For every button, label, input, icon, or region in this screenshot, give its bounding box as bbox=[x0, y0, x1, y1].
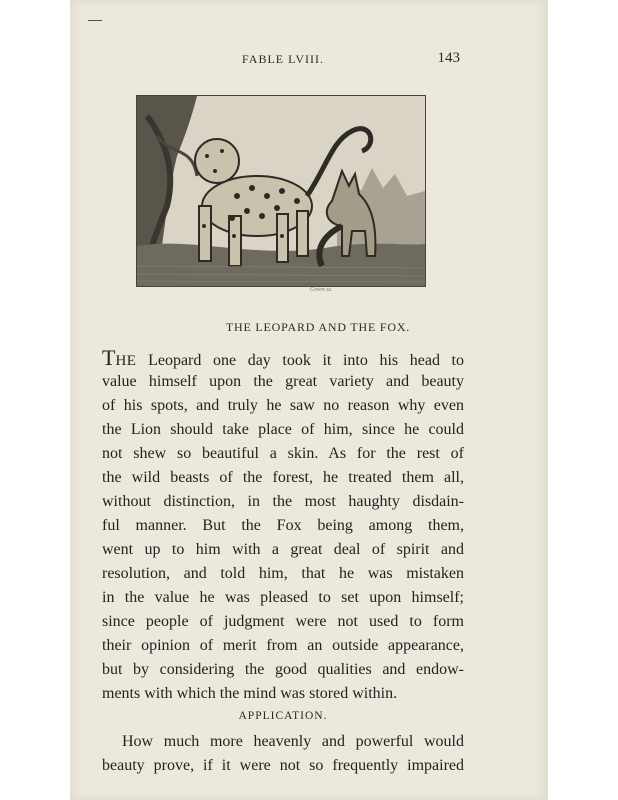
fable-line: their opinion of merit from an outside appearance, bbox=[102, 637, 464, 654]
fable-line: ful manner. But the Fox being among them, bbox=[102, 517, 464, 534]
page-number: 143 bbox=[437, 50, 460, 66]
page-header bbox=[70, 52, 548, 72]
fable-line: not shew so beautiful a skin. As for the rest of bbox=[102, 445, 464, 462]
fable-line: but by considering the good qualities and endow- bbox=[102, 661, 464, 678]
corner-mark bbox=[88, 20, 102, 21]
fable-line: went up to him with a great deal of spirit and bbox=[102, 541, 464, 558]
first-line-rest: Leopard one day took it into his head to bbox=[136, 352, 464, 369]
fable-title-text: THE LEOPARD AND THE FOX. bbox=[225, 320, 411, 334]
small-caps: HE bbox=[115, 353, 137, 369]
fable-line: without distinction, in the most haughty disdain- bbox=[102, 493, 464, 510]
fable-line: resolution, and told him, that he was mistaken bbox=[102, 565, 464, 582]
application-line: beauty prove, if it were not so frequently impaired bbox=[102, 757, 464, 774]
fable-line: of his spots, and truly he saw no reason why even bbox=[102, 397, 464, 414]
drop-cap: T bbox=[102, 345, 116, 370]
application-heading: APPLICATION. bbox=[238, 710, 328, 722]
fable-line: the Lion should take place of him, since he could bbox=[102, 421, 464, 438]
fable-first-line bbox=[102, 346, 464, 370]
engraving-illustration bbox=[136, 95, 426, 287]
leopard-and-fox-engraving bbox=[137, 96, 425, 286]
running-title: FABLE LVIII. bbox=[242, 52, 324, 66]
fable-line: the wild beasts of the forest, he treated them all, bbox=[102, 469, 464, 486]
book-page bbox=[70, 0, 548, 800]
fable-line: in the value he was pleased to set upon himself; bbox=[102, 589, 464, 606]
engraver-signature: Green sc. bbox=[310, 287, 333, 293]
fable-line: since people of judgment were not used to form bbox=[102, 613, 464, 630]
application-line: How much more heavenly and powerful would bbox=[122, 733, 464, 750]
fable-title bbox=[70, 320, 548, 335]
fable-text bbox=[102, 346, 464, 778]
application-text bbox=[102, 730, 464, 778]
fable-line: value himself upon the great variety and beauty bbox=[102, 373, 464, 390]
fable-line: ments with which the mind was stored within. bbox=[102, 685, 398, 702]
